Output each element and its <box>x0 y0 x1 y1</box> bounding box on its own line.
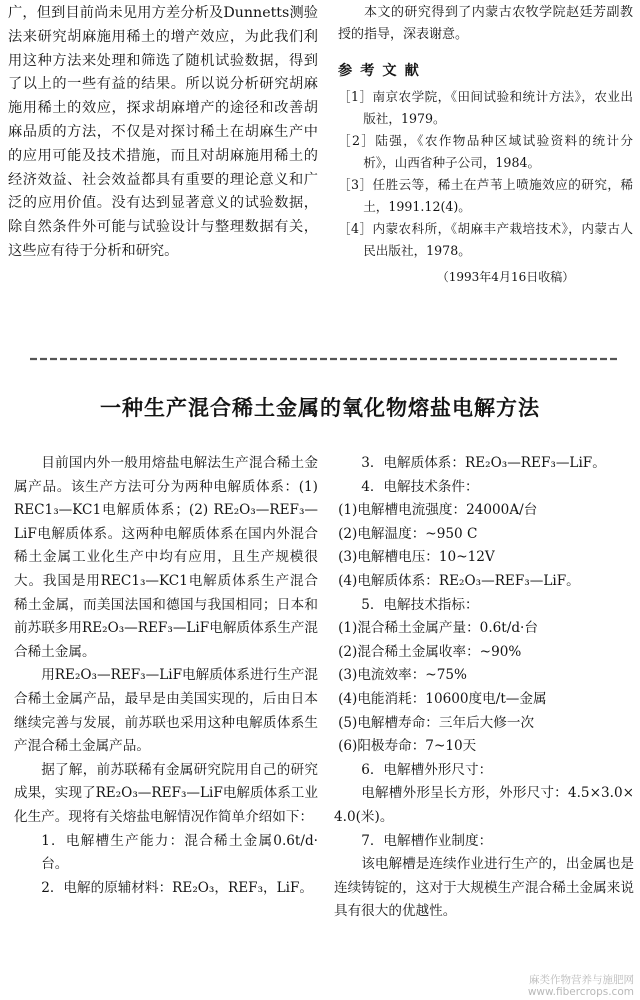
spec-subitem: (6)阳极寿命：7~10天 <box>338 738 477 755</box>
top-left-paragraph: 广，但到目前尚未见用方差分析及Dunnetts测验法来研究胡麻施用稀土的增产效应，为此我们利用这种方法来处理和筛选了随机试验数据，得到了以上的一些有益的结果。所以说分析研究胡麻施用稀土的效应，探求胡麻增产的途径和改善胡麻品质的方法，不仅是对探讨稀土在胡麻生产中的应用可能及技术措施，而且对胡麻施用稀土的经济效益、社会效益都具有重要的理论意义和广泛的应用价值。没有达到显著意义的试验数据，除自然条件外可能与试验设计与整理数据有关，这些应有待于分析和研究。 <box>8 5 318 259</box>
body-paragraph: 用RE₂O₃—REF₃—LiF电解质体系进行生产混合稀土金属产品，最早是由美国实现的，后由日本继续完善与发展，前苏联也采用这种电解质体系生产混合稀土金属产品。 <box>14 667 318 755</box>
spec-subitem: (1)混合稀土金属产量：0.6t/d·台 <box>338 620 538 637</box>
reference-item: ［1］南京农学院，《田间试验和统计方法》，农业出版社，1979。 <box>338 88 633 126</box>
spec-list-right <box>334 452 634 782</box>
spec-subitem: (5)电解槽寿命：三年后大修一次 <box>338 714 535 731</box>
references-heading: 参考文献 <box>338 63 427 79</box>
spec-subitem: (2)混合稀土金属收率：~90% <box>338 643 522 660</box>
spec-list-left <box>14 830 318 901</box>
reference-item: ［3］任胜云等，稀土在芦苇上喷施效应的研究，稀土，1991.12(4)。 <box>338 176 633 214</box>
dimension-paragraph: 电解槽外形呈长方形，外形尺寸：4.5×3.0×4.0(米)。 <box>334 785 634 825</box>
spec-subitem: (3)电解槽电压：10~12V <box>338 549 495 566</box>
body-left-column <box>14 452 318 900</box>
received-date: （1993年4月16日收稿） <box>436 269 575 284</box>
watermark-title: 麻类作物营养与施肥网 <box>529 974 634 986</box>
reference-item: ［2］陆强，《农作物品种区域试验资料的统计分析》，山西省种子公司，1984。 <box>338 132 633 170</box>
spec-heading: 4．电解技术条件： <box>361 478 479 495</box>
spec-heading: 5．电解技术指标： <box>361 596 479 613</box>
operation-paragraph: 该电解槽是连续作业进行生产的，出金属也是连续铸锭的，这对于大规模生产混合稀土金属来说具有很大的优越性。 <box>334 856 634 920</box>
top-left-column <box>8 2 318 264</box>
body-right-column <box>334 452 634 924</box>
spec-heading: 6．电解槽外形尺寸： <box>361 761 493 778</box>
spec-item: 2．电解的原辅材料：RE₂O₃，REF₃，LiF。 <box>41 879 314 896</box>
site-watermark <box>528 974 634 998</box>
acknowledgement: 本文的研究得到了内蒙古农牧学院赵廷芳副教授的指导，深表谢意。 <box>338 5 633 42</box>
spec-subitem: (3)电流效率：~75% <box>338 667 467 684</box>
spec-subitem: (4)电解质体系：RE₂O₃—REF₃—LiF。 <box>338 572 580 589</box>
article-title: 一种生产混合稀土金属的氧化物熔盐电解方法 <box>100 396 540 420</box>
reference-item: ［4］内蒙农科所，《胡麻丰产栽培技术》，内蒙古人民出版社，1978。 <box>338 220 633 258</box>
spec-heading: 3．电解质体系：RE₂O₃—REF₃—LiF。 <box>361 455 606 471</box>
decorative-divider <box>30 355 620 363</box>
body-paragraph: 目前国内外一般用熔盐电解法生产混合稀土金属产品。该生产方法可分为两种电解质体系：(1) REC1₃—KC1电解质体系；(2) RE₂O₃—REF₃—LiF电解质体系。这两种电解质体系在国内外混合稀土金属工业化生产中均有应用，且生产规模很大。我国是用REC1₃—KC1电解质体系生产混合稀土金属，而美国法国和德国与我国相同；日本和前苏联多用RE₂O₃—REF₃—LiF电解质体系生产混合稀土金属。 <box>14 455 318 660</box>
spec-subitem: (4)电能消耗：10600度电/t—金属 <box>338 690 547 707</box>
spec-item: 1．电解槽生产能力：混合稀土金属0.6t/d·台。 <box>41 832 318 873</box>
spec-subitem: (1)电解槽电流强度：24000A/台 <box>338 502 538 519</box>
body-paragraph: 据了解，前苏联稀有金属研究院用自己的研究成果，实现了RE₂O₃—REF₃—LiF电解质体系工业化生产。现将有关熔盐电解情况作简单介绍如下： <box>14 761 318 825</box>
top-right-column <box>338 2 633 290</box>
watermark-url: www.fibercrops.com <box>527 986 634 998</box>
operation-heading: 7．电解槽作业制度： <box>361 832 493 849</box>
spec-subitem: (2)电解温度：~950 C <box>338 525 478 542</box>
